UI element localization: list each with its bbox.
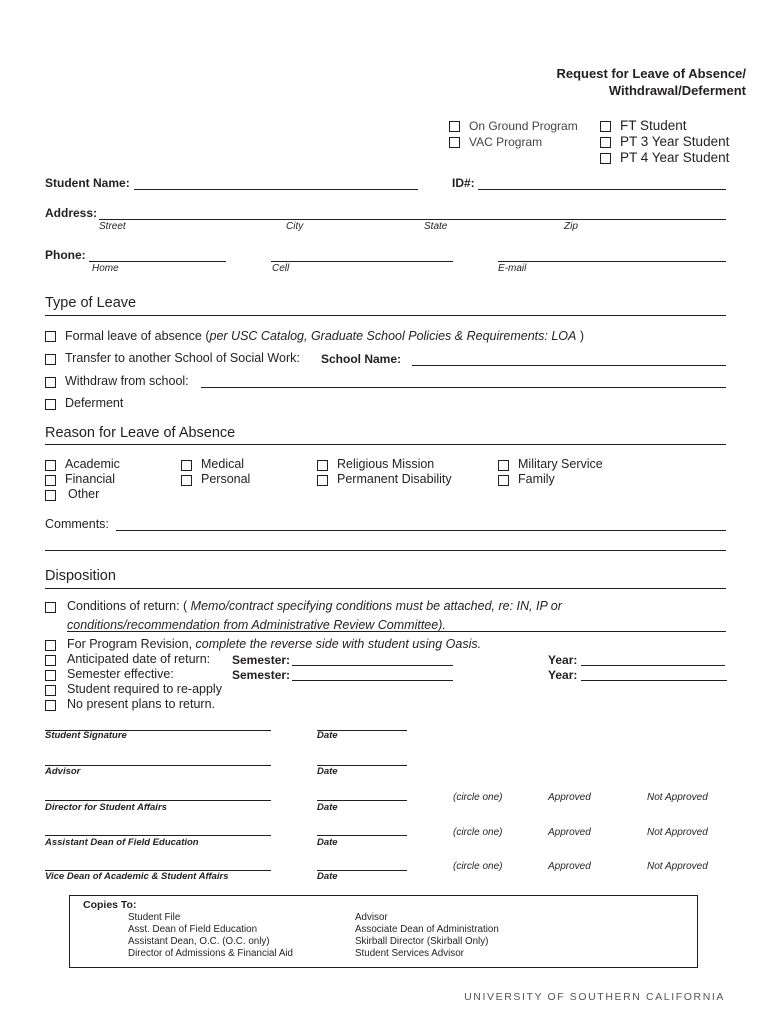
religious-mission-checkbox[interactable] (317, 460, 328, 471)
copy-student-services: Student Services Advisor (355, 948, 464, 959)
copy-asst-dean-field: Asst. Dean of Field Education (128, 924, 258, 935)
student-name-field[interactable] (134, 189, 418, 190)
withdraw-checkbox[interactable] (45, 377, 56, 388)
address-label: Address: (45, 206, 98, 220)
anticipated-semester-label: Semester: (232, 653, 291, 667)
ft-student-checkbox[interactable] (600, 121, 611, 132)
formal-leave-suffix: ) (576, 329, 585, 343)
disposition-heading: Disposition (45, 568, 116, 584)
conditions-note: Memo/contract specifying conditions must be attached, re: IN, IP or (187, 599, 562, 613)
personal-label: Personal (201, 472, 251, 486)
academic-checkbox[interactable] (45, 460, 56, 471)
director-not-approved-option[interactable]: Not Approved (647, 792, 708, 803)
formal-leave-policy: per USC Catalog, Graduate School Policies & Requirements: LOA (209, 329, 577, 343)
director-date-label: Date (317, 802, 338, 813)
id-field[interactable] (478, 189, 726, 190)
state-caption: State (424, 221, 448, 232)
cell-caption: Cell (272, 263, 290, 274)
effective-year-label: Year: (548, 668, 578, 682)
director-circle-one: (circle one) (453, 792, 503, 803)
copy-skirball-director: Skirball Director (Skirball Only) (355, 936, 489, 947)
zip-caption: Zip (564, 221, 578, 232)
phone-label: Phone: (45, 248, 86, 262)
transfer-checkbox[interactable] (45, 354, 56, 365)
type-of-leave-heading: Type of Leave (45, 295, 137, 311)
other-label: Other (68, 487, 100, 501)
permanent-disability-label: Permanent Disability (337, 472, 452, 486)
family-label: Family (518, 472, 555, 486)
anticipated-year-label: Year: (548, 653, 578, 667)
on-ground-program-label: On Ground Program (469, 119, 578, 133)
formal-leave-checkbox[interactable] (45, 331, 56, 342)
financial-label: Financial (65, 472, 116, 486)
on-ground-program-checkbox[interactable] (449, 121, 460, 132)
effective-semester-field[interactable] (292, 680, 453, 681)
director-date-line[interactable] (317, 800, 407, 801)
conditions-field[interactable] (67, 631, 726, 632)
director-approved-option[interactable]: Approved (548, 792, 591, 803)
personal-checkbox[interactable] (181, 475, 192, 486)
advisor-label: Advisor (45, 766, 81, 777)
address-field[interactable] (99, 219, 726, 220)
form-title-line2: Withdrawal/Deferment (608, 83, 746, 98)
financial-checkbox[interactable] (45, 475, 56, 486)
anticipated-return-label: Anticipated date of return: (67, 652, 211, 666)
student-name-label (45, 176, 130, 190)
email-caption: E-mail (498, 263, 527, 274)
reapply-checkbox[interactable] (45, 685, 56, 696)
home-phone-field[interactable] (89, 261, 226, 262)
pt3-student-label: PT 3 Year Student (620, 134, 730, 149)
asst-dean-date-line[interactable] (317, 835, 407, 836)
academic-label: Academic (65, 457, 120, 471)
no-plans-checkbox[interactable] (45, 700, 56, 711)
student-signature-label: Student Signature (45, 730, 127, 741)
asst-dean-label: Assistant Dean of Field Education (45, 837, 199, 848)
vice-dean-label: Vice Dean of Academic & Student Affairs (45, 871, 229, 882)
copy-advisor: Advisor (355, 912, 388, 923)
conditions-label (67, 599, 562, 613)
military-service-checkbox[interactable] (498, 460, 509, 471)
student-name-text: Student Name (45, 176, 126, 190)
advisor-date-label: Date (317, 766, 338, 777)
copies-title: Copies To: (83, 899, 137, 911)
asst-dean-not-approved-option[interactable]: Not Approved (647, 827, 708, 838)
semester-effective-label: Semester effective: (67, 667, 174, 681)
military-service-label: Military Service (518, 457, 603, 471)
deferment-label: Deferment (65, 396, 124, 410)
copy-director-admissions: Director of Admissions & Financial Aid (128, 948, 293, 959)
conditions-prefix: Conditions of return: ( (67, 599, 188, 613)
program-revision-prefix: For Program Revision, (67, 637, 196, 651)
asst-dean-circle-one: (circle one) (453, 827, 503, 838)
asst-dean-signature-line[interactable] (45, 835, 271, 836)
formal-leave-label (65, 329, 584, 343)
vice-dean-approved-option[interactable]: Approved (548, 861, 591, 872)
ft-student-label: FT Student (620, 118, 687, 133)
email-field[interactable] (498, 261, 726, 262)
asst-dean-date-label: Date (317, 837, 338, 848)
copy-asst-dean-oc: Assistant Dean, O.C. (O.C. only) (128, 936, 270, 947)
city-caption: City (286, 221, 304, 232)
program-revision-label (67, 637, 481, 651)
semester-effective-checkbox[interactable] (45, 670, 56, 681)
program-revision-note: complete the reverse side with student using Oasis. (195, 637, 482, 651)
vac-program-checkbox[interactable] (449, 137, 460, 148)
withdraw-field[interactable] (201, 387, 726, 388)
other-checkbox[interactable] (45, 490, 56, 501)
anticipated-year-field[interactable] (581, 665, 725, 666)
cell-phone-field[interactable] (271, 261, 453, 262)
asst-dean-approved-option[interactable]: Approved (548, 827, 591, 838)
medical-checkbox[interactable] (181, 460, 192, 471)
vac-program-label: VAC Program (469, 135, 543, 149)
director-signature-line[interactable] (45, 800, 271, 801)
program-revision-checkbox[interactable] (45, 640, 56, 651)
type-of-leave-rule (45, 315, 726, 316)
conditions-label-line2: conditions/recommendation from Administrative Review Committee). (67, 618, 446, 632)
student-name-colon: : (125, 176, 130, 190)
formal-leave-prefix: Formal leave of absence ( (65, 329, 210, 343)
anticipated-return-checkbox[interactable] (45, 655, 56, 666)
director-label: Director for Student Affairs (45, 802, 167, 813)
reapply-label: Student required to re-apply (67, 682, 222, 696)
reason-rule (45, 444, 726, 445)
pt3-student-checkbox[interactable] (600, 137, 611, 148)
comments-label: Comments: (45, 517, 109, 531)
medical-label: Medical (201, 457, 245, 471)
effective-semester-label: Semester: (232, 668, 291, 682)
street-caption: Street (99, 221, 126, 232)
anticipated-semester-field[interactable] (292, 665, 453, 666)
comments-field[interactable] (116, 530, 726, 531)
form-title-line1: Request for Leave of Absence/ (556, 66, 746, 81)
permanent-disability-checkbox[interactable] (317, 475, 328, 486)
student-date-label: Date (317, 730, 338, 741)
id-label: ID#: (452, 176, 475, 190)
family-checkbox[interactable] (498, 475, 509, 486)
university-wordmark: UNIVERSITY OF SOUTHERN CALIFORNIA (464, 991, 725, 1003)
school-name-field[interactable] (412, 365, 726, 366)
religious-mission-label: Religious Mission (337, 457, 435, 471)
pt4-student-checkbox[interactable] (600, 153, 611, 164)
school-name-label: School Name: (321, 352, 402, 366)
conditions-checkbox[interactable] (45, 602, 56, 613)
vice-dean-circle-one: (circle one) (453, 861, 503, 872)
copy-student-file: Student File (128, 912, 181, 923)
withdraw-label: Withdraw from school: (65, 374, 189, 388)
vice-dean-date-label: Date (317, 871, 338, 882)
no-plans-label: No present plans to return. (67, 697, 215, 711)
disposition-rule (45, 588, 726, 589)
copy-associate-dean: Associate Dean of Administration (355, 924, 499, 935)
deferment-checkbox[interactable] (45, 399, 56, 410)
pt4-student-label: PT 4 Year Student (620, 150, 730, 165)
effective-year-field[interactable] (581, 680, 727, 681)
reason-heading: Reason for Leave of Absence (45, 425, 236, 441)
comments-field-line2[interactable] (45, 550, 726, 551)
transfer-label: Transfer to another School of Social Work: (65, 351, 300, 365)
home-caption: Home (92, 263, 119, 274)
vice-dean-not-approved-option[interactable]: Not Approved (647, 861, 708, 872)
